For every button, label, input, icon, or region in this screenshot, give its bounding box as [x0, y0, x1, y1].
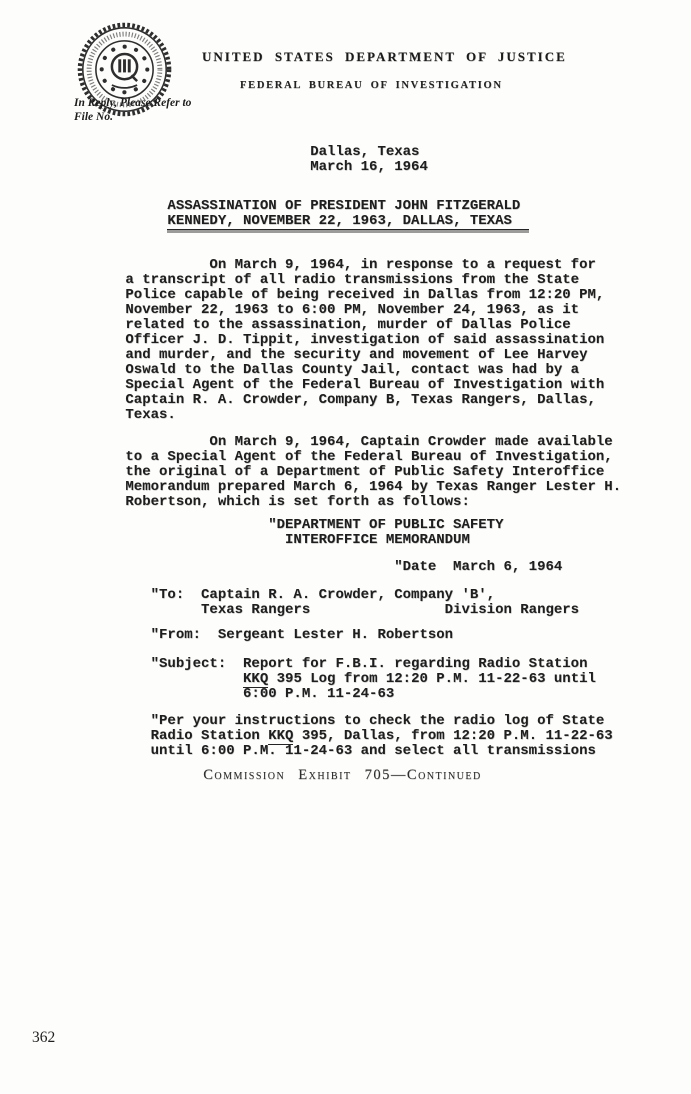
letterhead-bureau-subtitle: FEDERAL BUREAU OF INVESTIGATION [240, 80, 503, 91]
block-memo-date [75, 560, 621, 575]
exhibit-caption: Commission Exhibit 705—Continued [203, 767, 482, 783]
typewritten-line: Captain R. A. Crowder, Company B, Texas Rangers, Dallas, [75, 392, 596, 408]
typewritten-line: "From: Sergeant Lester H. Robertson [75, 627, 454, 643]
typewritten-line: the original of a Department of Public Safety Interoffice [75, 464, 605, 480]
typewritten-line: a transcript of all radio transmissions from the State [75, 272, 580, 288]
typewritten-line: Police capable of being received in Dallas from 12:20 PM, [75, 287, 605, 303]
typewritten-line: Robertson, which is set forth as follows: [75, 494, 470, 510]
typewritten-line: "Per your instructions to check the radio log of State [75, 713, 605, 729]
block-memo-heading [75, 518, 621, 548]
typewritten-line: related to the assassination, murder of Dallas Police [75, 317, 571, 333]
typewritten-line: Oswald to the Dallas County Jail, contact was had by a [75, 362, 580, 378]
typewritten-line: "Date March 6, 1964 [75, 559, 563, 575]
typewritten-line: INTEROFFICE MEMORANDUM [75, 532, 470, 548]
letterhead-refer-note [74, 96, 191, 124]
page-number: 362 [32, 1029, 56, 1046]
typewritten-line: KENNEDY, NOVEMBER 22, 1963, DALLAS, TEXAS [167, 213, 529, 229]
typewritten-line: Officer J. D. Tippit, investigation of said assassination [75, 332, 605, 348]
typewritten-line: and murder, and the security and movement of Lee Harvey [75, 347, 588, 363]
typewritten-line: KKQ 395 Log from 12:20 P.M. 11-22-63 until [243, 671, 596, 687]
refer-note-line2: File No. [74, 111, 113, 123]
block-memo-subject [75, 657, 621, 702]
typewritten-line: until 6:00 P.M. 11-24-63 and select all transmissions [75, 743, 596, 759]
typewritten-line: Texas Rangers Division Rangers [75, 602, 580, 618]
typewritten-line: Radio Station KKQ 395, Dallas, from 12:20 P.M. 11-22-63 [75, 728, 613, 744]
typewritten-line: "DEPARTMENT OF PUBLIC SAFETY [75, 517, 504, 533]
typewritten-body [75, 145, 621, 759]
block-memo-from [75, 628, 621, 643]
block-subject-title [75, 199, 621, 229]
typewritten-line: March 16, 1964 [75, 159, 428, 175]
typewritten-line: On March 9, 1964, Captain Crowder made available [75, 434, 613, 450]
block-para2 [75, 435, 621, 510]
letterhead-agency-title: UNITED STATES DEPARTMENT OF JUSTICE [202, 49, 567, 64]
typewritten-line: "Subject: Report for F.B.I. regarding Radio Station [75, 656, 588, 672]
block-memo-to [75, 588, 621, 618]
typewritten-line: 6:00 P.M. 11-24-63 [75, 686, 395, 702]
typewritten-line: Special Agent of the Federal Bureau of Investigation with [75, 377, 605, 393]
typewritten-line: Memorandum prepared March 6, 1964 by Texas Ranger Lester H. [75, 479, 622, 495]
typewritten-line: ASSASSINATION OF PRESIDENT JOHN FITZGERALD [75, 198, 521, 214]
block-para1 [75, 258, 621, 423]
typewritten-line: "To: Captain R. A. Crowder, Company 'B', [75, 587, 496, 603]
typewritten-line: Texas. [75, 407, 176, 423]
typewritten-line: Dallas, Texas [75, 144, 420, 160]
block-dateline [75, 145, 621, 175]
typewritten-line: November 22, 1963 to 6:00 PM, November 24, 1963, as it [75, 302, 580, 318]
typewritten-line: to a Special Agent of the Federal Bureau of Investigation, [75, 449, 613, 465]
block-memo-per [75, 714, 621, 759]
typewritten-line: On March 9, 1964, in response to a request for [75, 257, 596, 273]
refer-note-line1: In Reply, Please Refer to [74, 97, 192, 109]
